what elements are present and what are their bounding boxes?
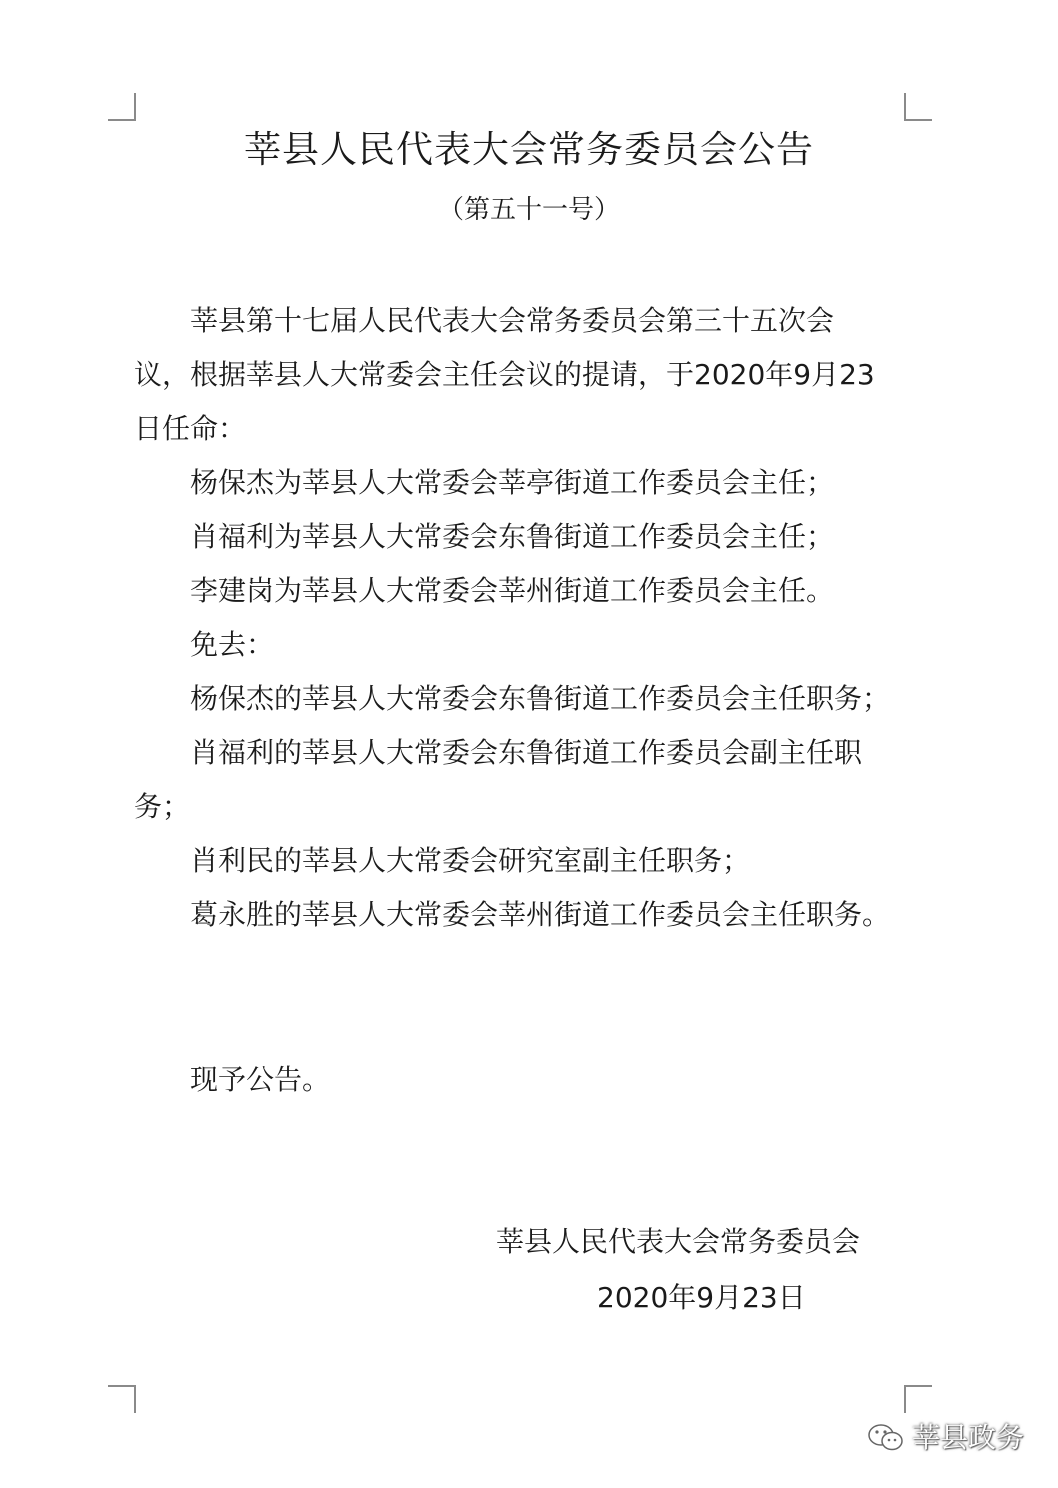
crop-mark-bottom-right <box>904 1385 932 1413</box>
account-watermark <box>866 1418 1024 1458</box>
appointment-item: 李建岗为莘县人大常委会莘州街道工作委员会主任。 <box>190 574 835 607</box>
wechat-icon <box>866 1421 906 1455</box>
closing-statement: 现予公告。 <box>190 1063 331 1096</box>
watermark-text: 莘县政务 <box>912 1421 1025 1454</box>
document-number: （第五十一号） <box>437 195 620 225</box>
crop-mark-bottom-left <box>108 1385 136 1413</box>
signature-date: 2020年9月23日 <box>597 1281 806 1314</box>
document-title: 莘县人民代表大会常务委员会公告 <box>244 128 814 171</box>
removal-heading: 免去： <box>190 628 275 661</box>
signature-organization: 莘县人民代表大会常务委员会 <box>496 1225 861 1258</box>
appointment-item: 杨保杰为莘县人大常委会莘亭街道工作委员会主任； <box>190 466 835 499</box>
removal-item: 肖福利的莘县人大常委会东鲁街道工作委员会副主任职 <box>190 736 863 769</box>
crop-mark-top-right <box>904 93 932 121</box>
crop-mark-top-left <box>108 93 136 121</box>
appointment-item: 肖福利为莘县人大常委会东鲁街道工作委员会主任； <box>190 520 835 553</box>
removal-item: 肖利民的莘县人大常委会研究室副主任职务； <box>190 844 751 877</box>
paragraph-line: 日任命： <box>134 412 247 445</box>
removal-item: 杨保杰的莘县人大常委会东鲁街道工作委员会主任职务； <box>190 682 891 715</box>
paragraph-line: 莘县第十七届人民代表大会常务委员会第三十五次会 <box>190 304 835 337</box>
paragraph-line: 议，根据莘县人大常委会主任会议的提请，于2020年9月23 <box>134 358 875 391</box>
removal-item-continuation: 务； <box>134 790 191 823</box>
removal-item: 葛永胜的莘县人大常委会莘州街道工作委员会主任职务。 <box>190 898 891 931</box>
